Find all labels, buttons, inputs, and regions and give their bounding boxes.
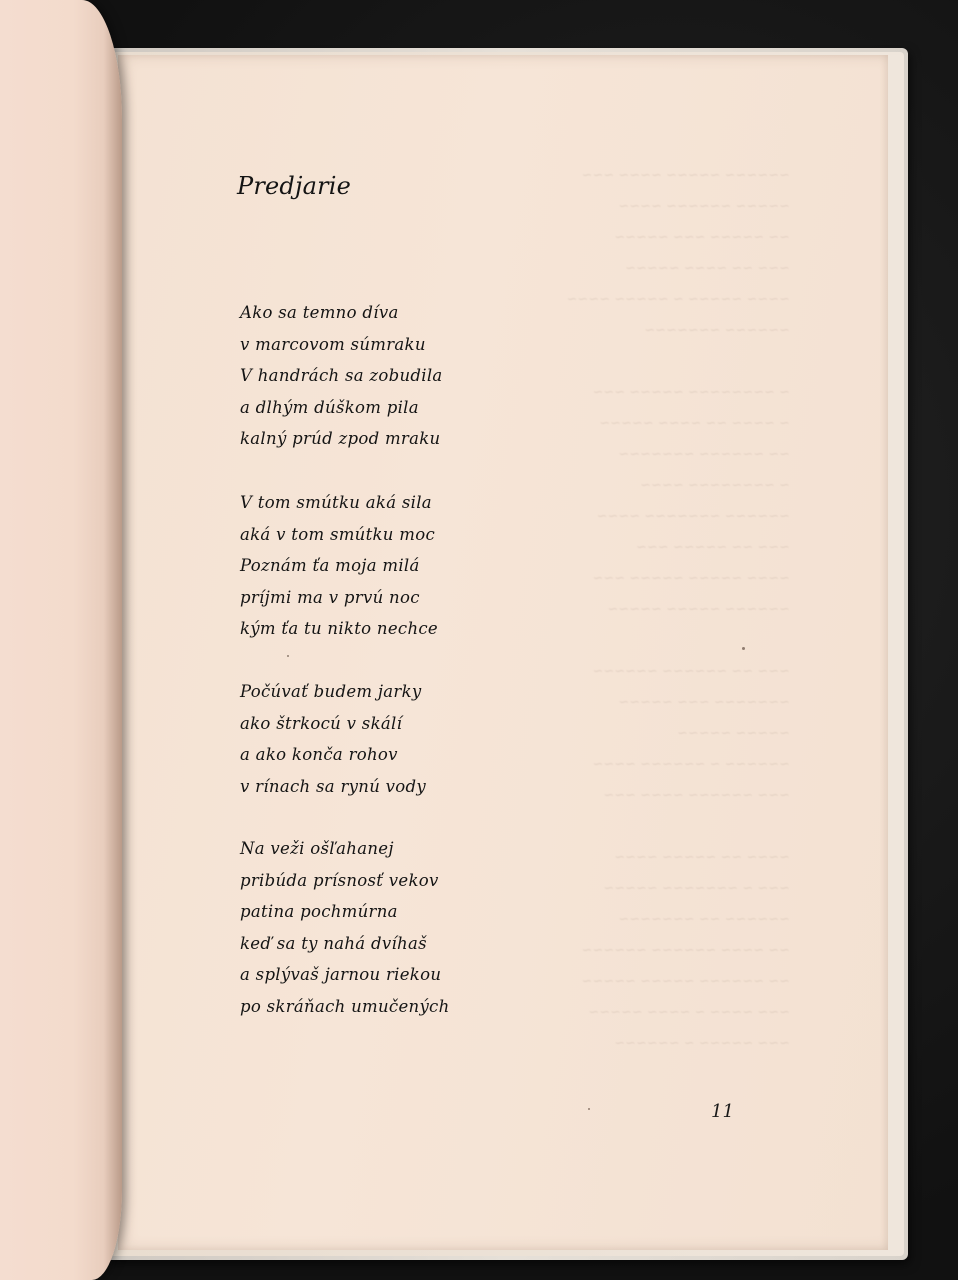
book-page bbox=[118, 55, 888, 1250]
poem-line: ako štrkocú v skálí bbox=[240, 713, 403, 733]
poem-line: V handrách sa zobudila bbox=[240, 366, 443, 385]
poem-line: keď sa ty nahá dvíhaš bbox=[240, 933, 427, 953]
stanza-3 bbox=[240, 676, 426, 802]
poem-line: pribúda prísnosť vekov bbox=[240, 870, 439, 890]
paper-speck bbox=[287, 655, 289, 657]
stanza-4 bbox=[240, 833, 450, 1022]
paper-speck bbox=[588, 1108, 590, 1110]
poem-line: Poznám ťa moja milá bbox=[240, 556, 420, 575]
poem-line: v marcovom súmraku bbox=[240, 334, 426, 354]
poem-line: patina pochmúrna bbox=[240, 902, 398, 921]
poem-line: Počúvať budem jarky bbox=[240, 682, 422, 701]
poem-line: príjmi ma v prvú noc bbox=[240, 587, 420, 607]
poem-line: Ako sa temno díva bbox=[240, 303, 399, 322]
stanza-1 bbox=[240, 297, 443, 455]
poem-line: po skráňach umučených bbox=[240, 996, 450, 1016]
page-number: 11 bbox=[711, 1101, 734, 1122]
stanza-2 bbox=[240, 487, 438, 645]
poem-line: a splývaš jarnou riekou bbox=[240, 965, 442, 984]
poem-title: Predjarie bbox=[237, 172, 352, 200]
poem-line: a dlhým dúškom pila bbox=[240, 397, 419, 417]
poem-line: v rínach sa rynú vody bbox=[240, 776, 427, 796]
poem-line: a ako konča rohov bbox=[240, 745, 398, 764]
poem-line: V tom smútku aká sila bbox=[240, 493, 432, 512]
poem-line: Na veži ošľahanej bbox=[240, 839, 394, 858]
poem-line: aká v tom smútku moc bbox=[240, 524, 436, 544]
poem-line: kým ťa tu nikto nechce bbox=[240, 619, 439, 638]
poem-line: kalný prúd zpod mraku bbox=[240, 429, 441, 448]
paper-speck bbox=[742, 647, 745, 650]
facing-page-left bbox=[0, 0, 122, 1280]
